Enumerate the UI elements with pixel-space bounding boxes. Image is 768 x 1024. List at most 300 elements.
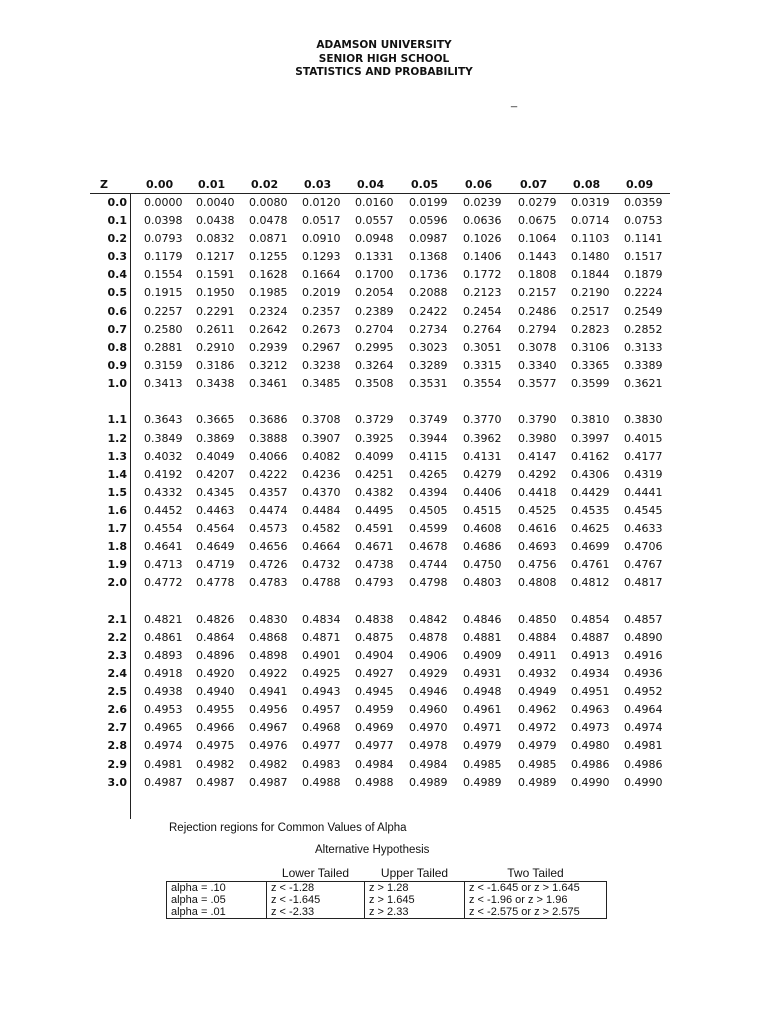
z-table-header [90, 176, 670, 194]
z-table-cell: 0.4761 [571, 558, 610, 572]
university-name: ADAMSON UNIVERSITY [316, 39, 452, 51]
z-table-cell: 0.3438 [196, 376, 235, 390]
z-table-cell: 0.1950 [196, 286, 235, 300]
z-table-cell: 0.2389 [355, 304, 394, 318]
z-table-row [90, 665, 670, 683]
z-column-header: 0.03 [304, 178, 332, 191]
z-table-cell: 0.2357 [302, 304, 341, 318]
z-table [90, 176, 670, 792]
z-table-cell: 0.4099 [355, 449, 394, 463]
z-table-cell: 0.4974 [144, 739, 183, 753]
z-table-cell: 0.4976 [249, 739, 288, 753]
z-table-cell: 0.2088 [409, 286, 448, 300]
z-table-cell: 0.3508 [355, 376, 394, 390]
z-table-cell: 0.4904 [355, 648, 394, 662]
z-table-cell: 0.1141 [624, 232, 663, 246]
rejection-cell: z < -1.28 [267, 882, 365, 895]
z-table-cell: 0.2734 [409, 322, 448, 336]
z-table-cell: 0.4678 [409, 540, 448, 554]
z-table-cell: 0.4803 [463, 576, 502, 590]
z-table-cell: 0.4984 [355, 757, 394, 771]
z-table-cell: 0.4429 [571, 485, 610, 499]
z-table-cell: 0.4671 [355, 540, 394, 554]
z-table-cell: 0.3599 [571, 376, 610, 390]
z-table-cell: 0.0793 [144, 232, 183, 246]
z-table-cell: 0.3159 [144, 358, 183, 372]
z-table-row [90, 448, 670, 466]
z-table-row [90, 520, 670, 538]
z-table-cell: 0.4967 [249, 721, 288, 735]
z-table-cell: 0.4251 [355, 467, 394, 481]
z-table-cell: 0.1772 [463, 268, 502, 282]
z-table-cell: 0.4306 [571, 467, 610, 481]
z-column-header: 0.00 [146, 178, 174, 191]
z-table-cell: 0.4988 [355, 775, 394, 789]
alpha-label: alpha = .01 [167, 906, 267, 919]
alpha-label: alpha = .10 [167, 882, 267, 895]
z-table-row [90, 756, 670, 774]
z-table-cell: 0.3665 [196, 413, 235, 427]
z-table-cell: 0.4898 [249, 648, 288, 662]
z-table-cell: 0.2157 [518, 286, 557, 300]
z-column-header: 0.09 [626, 178, 654, 191]
z-corner-label: Z [100, 178, 108, 191]
z-table-row [90, 774, 670, 792]
z-table-cell: 0.4973 [571, 721, 610, 735]
z-table-cell: 0.2995 [355, 340, 394, 354]
z-table-cell: 0.4938 [144, 685, 183, 699]
z-table-cell: 0.4927 [355, 667, 394, 681]
z-table-cell: 0.4987 [144, 775, 183, 789]
rejection-header-cell: Two Tailed [507, 866, 564, 880]
z-table-cell: 0.4115 [409, 449, 448, 463]
z-table-row [90, 719, 670, 737]
z-table-cell: 0.4756 [518, 558, 557, 572]
z-table-cell: 0.4955 [196, 703, 235, 717]
z-table-cell: 0.4049 [196, 449, 235, 463]
z-table-cell: 0.4946 [409, 685, 448, 699]
z-table-cell: 0.0714 [571, 214, 610, 228]
z-table-cell: 0.4966 [196, 721, 235, 735]
z-table-row [90, 212, 670, 230]
z-table-row [90, 484, 670, 502]
z-table-cell: 0.4871 [302, 630, 341, 644]
z-table-cell: 0.3461 [249, 376, 288, 390]
z-table-cell: 0.4974 [624, 721, 663, 735]
z-table-cell: 0.4279 [463, 467, 502, 481]
z-table-cell: 0.4495 [355, 503, 394, 517]
z-table-cell: 0.4916 [624, 648, 663, 662]
z-table-cell: 0.4989 [518, 775, 557, 789]
z-table-cell: 0.3790 [518, 413, 557, 427]
z-table-cell: 0.0596 [409, 214, 448, 228]
z-table-cell: 0.4778 [196, 576, 235, 590]
z-table-cell: 0.3186 [196, 358, 235, 372]
z-table-row [90, 411, 670, 429]
z-table-cell: 0.4959 [355, 703, 394, 717]
z-table-cell: 0.4744 [409, 558, 448, 572]
z-table-cell: 0.3133 [624, 340, 663, 354]
z-table-cell: 0.2291 [196, 304, 235, 318]
z-column-header: 0.05 [411, 178, 439, 191]
z-table-cell: 0.4788 [302, 576, 341, 590]
z-table-cell: 0.3925 [355, 431, 394, 445]
z-table-cell: 0.4941 [249, 685, 288, 699]
rejection-cell: z < -2.33 [267, 906, 365, 919]
z-table-row [90, 194, 670, 212]
z-table-cell: 0.4641 [144, 540, 183, 554]
z-row-label: 1.8 [107, 540, 127, 554]
z-column-header: 0.07 [520, 178, 548, 191]
z-table-cell: 0.4798 [409, 576, 448, 590]
document-header [0, 39, 768, 80]
z-table-row [90, 737, 670, 755]
z-table-cell: 0.4686 [463, 540, 502, 554]
z-table-cell: 0.3340 [518, 358, 557, 372]
z-table-cell: 0.3810 [571, 413, 610, 427]
z-table-cell: 0.2422 [409, 304, 448, 318]
z-table-row [90, 230, 670, 248]
z-table-cell: 0.2611 [196, 322, 235, 336]
z-table-cell: 0.1628 [249, 268, 288, 282]
rejection-cell: z < -1.645 or z > 1.645 [465, 882, 607, 895]
z-table-cell: 0.3289 [409, 358, 448, 372]
z-row-label: 0.8 [107, 340, 127, 354]
z-table-row [90, 556, 670, 574]
z-table-cell: 0.4932 [518, 667, 557, 681]
z-table-cell: 0.4842 [409, 612, 448, 626]
z-table-cell: 0.4821 [144, 612, 183, 626]
z-table-cell: 0.4463 [196, 503, 235, 517]
z-table-cell: 0.4911 [518, 648, 557, 662]
z-row-label: 2.1 [107, 612, 127, 626]
z-table-row [90, 375, 670, 393]
z-table-cell: 0.4713 [144, 558, 183, 572]
z-table-cell: 0.4554 [144, 521, 183, 535]
z-table-cell: 0.4956 [249, 703, 288, 717]
z-table-cell: 0.1443 [518, 250, 557, 264]
z-table-cell: 0.4564 [196, 521, 235, 535]
z-table-cell: 0.4977 [355, 739, 394, 753]
z-table-cell: 0.4192 [144, 467, 183, 481]
z-table-cell: 0.4980 [571, 739, 610, 753]
z-table-cell: 0.4920 [196, 667, 235, 681]
z-table-cell: 0.3708 [302, 413, 341, 427]
z-table-cell: 0.4441 [624, 485, 663, 499]
z-table-cell: 0.0438 [196, 214, 235, 228]
z-table-cell: 0.4985 [463, 757, 502, 771]
z-row-label: 2.8 [107, 739, 127, 753]
z-table-cell: 0.4474 [249, 503, 288, 517]
z-table-cell: 0.4830 [249, 612, 288, 626]
z-table-row [90, 321, 670, 339]
z-table-cell: 0.4783 [249, 576, 288, 590]
z-table-cell: 0.4131 [463, 449, 502, 463]
z-table-cell: 0.4573 [249, 521, 288, 535]
z-table-cell: 0.3413 [144, 376, 183, 390]
z-table-cell: 0.3238 [302, 358, 341, 372]
z-table-cell: 0.0987 [409, 232, 448, 246]
z-table-cell: 0.4983 [302, 757, 341, 771]
z-table-cell: 0.2910 [196, 340, 235, 354]
z-table-cell: 0.2224 [624, 286, 663, 300]
underscore-mark: _ [511, 96, 518, 108]
z-table-cell: 0.4896 [196, 648, 235, 662]
z-table-cell: 0.4887 [571, 630, 610, 644]
z-table-cell: 0.4505 [409, 503, 448, 517]
course-title: STATISTICS AND PROBABILITY [295, 66, 473, 78]
z-table-cell: 0.2794 [518, 322, 557, 336]
z-table-cell: 0.4978 [409, 739, 448, 753]
z-table-cell: 0.2549 [624, 304, 663, 318]
z-table-cell: 0.3849 [144, 431, 183, 445]
z-table-cell: 0.4989 [409, 775, 448, 789]
z-table-cell: 0.4981 [144, 757, 183, 771]
z-table-cell: 0.4875 [355, 630, 394, 644]
alpha-label: alpha = .05 [167, 894, 267, 906]
z-table-cell: 0.4960 [409, 703, 448, 717]
z-table-row [90, 701, 670, 719]
z-table-cell: 0.4864 [196, 630, 235, 644]
z-row-label: 0.9 [107, 358, 127, 372]
z-table-cell: 0.4177 [624, 449, 663, 463]
rejection-title: Rejection regions for Common Values of Alpha [169, 822, 407, 834]
z-table-cell: 0.2054 [355, 286, 394, 300]
z-table-cell: 0.4901 [302, 648, 341, 662]
z-table-cell: 0.4608 [463, 521, 502, 535]
z-table-cell: 0.0910 [302, 232, 341, 246]
rejection-cell: z < -1.645 [267, 894, 365, 906]
z-row-label: 3.0 [107, 775, 127, 789]
z-table-cell: 0.4162 [571, 449, 610, 463]
z-table-cell: 0.4977 [302, 739, 341, 753]
z-table-cell: 0.4990 [624, 775, 663, 789]
z-table-cell: 0.3749 [409, 413, 448, 427]
z-table-cell: 0.4599 [409, 521, 448, 535]
z-row-label: 2.9 [107, 757, 127, 771]
z-table-cell: 0.4394 [409, 485, 448, 499]
z-table-cell: 0.4987 [249, 775, 288, 789]
z-table-cell: 0.4015 [624, 431, 663, 445]
z-table-cell: 0.2673 [302, 322, 341, 336]
z-table-cell: 0.4940 [196, 685, 235, 699]
rejection-header-cell [167, 865, 267, 882]
z-table-cell: 0.4931 [463, 667, 502, 681]
z-table-cell: 0.3729 [355, 413, 394, 427]
z-table-cell: 0.0636 [463, 214, 502, 228]
z-table-cell: 0.3365 [571, 358, 610, 372]
z-table-cell: 0.4989 [463, 775, 502, 789]
z-table-cell: 0.4913 [571, 648, 610, 662]
z-table-cell: 0.2580 [144, 322, 183, 336]
z-table-cell: 0.4861 [144, 630, 183, 644]
z-table-cell: 0.4981 [624, 739, 663, 753]
z-table-row [90, 284, 670, 302]
z-column-header: 0.04 [357, 178, 385, 191]
z-table-cell: 0.2939 [249, 340, 288, 354]
z-table-cell: 0.0040 [196, 196, 235, 209]
z-table-cell: 0.4936 [624, 667, 663, 681]
group-spacer [90, 393, 670, 411]
z-table-cell: 0.4236 [302, 467, 341, 481]
z-row-label: 0.7 [107, 322, 127, 336]
z-row-label: 1.7 [107, 521, 127, 535]
z-table-cell: 0.4545 [624, 503, 663, 517]
z-column-header: 0.06 [465, 178, 493, 191]
z-row-label: 1.0 [107, 376, 127, 390]
z-table-cell: 0.2642 [249, 322, 288, 336]
z-table-cell: 0.1700 [355, 268, 394, 282]
z-table-cell: 0.0517 [302, 214, 341, 228]
z-table-cell: 0.0557 [355, 214, 394, 228]
z-table-cell: 0.4881 [463, 630, 502, 644]
z-table-cell: 0.1217 [196, 250, 235, 264]
z-table-cell: 0.3315 [463, 358, 502, 372]
group-spacer [90, 592, 670, 610]
z-table-cell: 0.4406 [463, 485, 502, 499]
z-table-cell: 0.0239 [463, 196, 502, 209]
z-table-cell: 0.2967 [302, 340, 341, 354]
z-row-label: 0.4 [107, 268, 127, 282]
z-table-cell: 0.4972 [518, 721, 557, 735]
z-table-cell: 0.4222 [249, 467, 288, 481]
z-table-cell: 0.3869 [196, 431, 235, 445]
z-table-cell: 0.2852 [624, 322, 663, 336]
rejection-cell: z < -1.96 or z > 1.96 [465, 894, 607, 906]
z-table-cell: 0.4987 [196, 775, 235, 789]
z-table-cell: 0.1406 [463, 250, 502, 264]
z-table-row [90, 574, 670, 592]
z-table-cell: 0.2764 [463, 322, 502, 336]
z-table-cell: 0.4909 [463, 648, 502, 662]
z-table-cell: 0.4418 [518, 485, 557, 499]
z-row-label: 0.2 [107, 232, 127, 246]
rejection-row [167, 906, 607, 919]
z-table-cell: 0.4738 [355, 558, 394, 572]
z-table-cell: 0.3997 [571, 431, 610, 445]
z-table-cell: 0.1664 [302, 268, 341, 282]
z-row-label: 2.5 [107, 685, 127, 699]
z-row-label: 0.0 [107, 196, 127, 209]
z-table-cell: 0.4945 [355, 685, 394, 699]
z-table-cell: 0.3621 [624, 376, 663, 390]
z-table-cell: 0.4953 [144, 703, 183, 717]
z-table-cell: 0.0478 [249, 214, 288, 228]
z-table-cell: 0.3106 [571, 340, 610, 354]
z-table-cell: 0.4970 [409, 721, 448, 735]
z-table-cell: 0.0279 [518, 196, 557, 209]
z-table-cell: 0.0398 [144, 214, 183, 228]
z-table-cell: 0.4986 [571, 757, 610, 771]
z-table-cell: 0.3554 [463, 376, 502, 390]
z-table-cell: 0.4834 [302, 612, 341, 626]
z-table-cell: 0.4265 [409, 467, 448, 481]
z-table-cell: 0.4965 [144, 721, 183, 735]
z-table-cell: 0.1736 [409, 268, 448, 282]
z-table-cell: 0.4952 [624, 685, 663, 699]
z-table-cell: 0.1879 [624, 268, 663, 282]
z-table-cell: 0.4808 [518, 576, 557, 590]
z-table-cell: 0.3686 [249, 413, 288, 427]
z-row-label: 0.1 [107, 214, 127, 228]
z-table-row [90, 430, 670, 448]
z-column-header: 0.08 [573, 178, 601, 191]
z-table-cell: 0.0871 [249, 232, 288, 246]
z-table-cell: 0.4826 [196, 612, 235, 626]
rejection-cell: z > 1.28 [365, 882, 465, 895]
z-table-cell: 0.4633 [624, 521, 663, 535]
z-table-cell: 0.1179 [144, 250, 183, 264]
z-row-label: 1.6 [107, 503, 127, 517]
z-table-body [90, 194, 670, 792]
z-table-cell: 0.4949 [518, 685, 557, 699]
z-table-cell: 0.3888 [249, 431, 288, 445]
z-table-cell: 0.4857 [624, 612, 663, 626]
z-row-label: 2.3 [107, 648, 127, 662]
z-column-header: 0.01 [198, 178, 226, 191]
z-table-cell: 0.4345 [196, 485, 235, 499]
z-table-cell: 0.4948 [463, 685, 502, 699]
rejection-row [167, 882, 607, 895]
z-table-cell: 0.4943 [302, 685, 341, 699]
z-table-cell: 0.4625 [571, 521, 610, 535]
alternative-hypothesis-title: Alternative Hypothesis [315, 844, 430, 856]
z-table-cell: 0.4884 [518, 630, 557, 644]
z-table-cell: 0.3907 [302, 431, 341, 445]
z-table-cell: 0.2123 [463, 286, 502, 300]
z-table-row [90, 502, 670, 520]
z-table-cell: 0.1915 [144, 286, 183, 300]
z-table-cell: 0.4934 [571, 667, 610, 681]
z-table-cell: 0.4699 [571, 540, 610, 554]
z-table-cell: 0.4812 [571, 576, 610, 590]
z-table-row [90, 248, 670, 266]
z-table-row [90, 538, 670, 556]
z-table-cell: 0.0753 [624, 214, 663, 228]
z-table-cell: 0.3389 [624, 358, 663, 372]
z-table-cell: 0.4854 [571, 612, 610, 626]
z-table-cell: 0.3944 [409, 431, 448, 445]
z-table-cell: 0.1293 [302, 250, 341, 264]
z-table-cell: 0.2019 [302, 286, 341, 300]
z-table-cell: 0.1985 [249, 286, 288, 300]
z-table-cell: 0.2190 [571, 286, 610, 300]
z-table-cell: 0.4032 [144, 449, 183, 463]
z-table-cell: 0.4969 [355, 721, 394, 735]
z-table-cell: 0.3264 [355, 358, 394, 372]
z-table-cell: 0.0319 [571, 196, 610, 209]
z-table-cell: 0.4582 [302, 521, 341, 535]
z-table-cell: 0.3980 [518, 431, 557, 445]
z-table-cell: 0.3577 [518, 376, 557, 390]
z-table-cell: 0.4616 [518, 521, 557, 535]
z-table-cell: 0.4985 [518, 757, 557, 771]
z-row-label: 0.6 [107, 304, 127, 318]
z-table-cell: 0.0160 [355, 196, 394, 209]
z-table-cell: 0.3962 [463, 431, 502, 445]
z-table-cell: 0.3643 [144, 413, 183, 427]
z-table-cell: 0.4957 [302, 703, 341, 717]
z-table-cell: 0.2517 [571, 304, 610, 318]
z-table-cell: 0.4772 [144, 576, 183, 590]
z-table-row [90, 303, 670, 321]
z-table-cell: 0.1554 [144, 268, 183, 282]
z-table-cell: 0.4726 [249, 558, 288, 572]
z-table-cell: 0.4918 [144, 667, 183, 681]
z-row-label: 1.4 [107, 467, 127, 481]
rejection-row [167, 894, 607, 906]
z-table-cell: 0.4452 [144, 503, 183, 517]
